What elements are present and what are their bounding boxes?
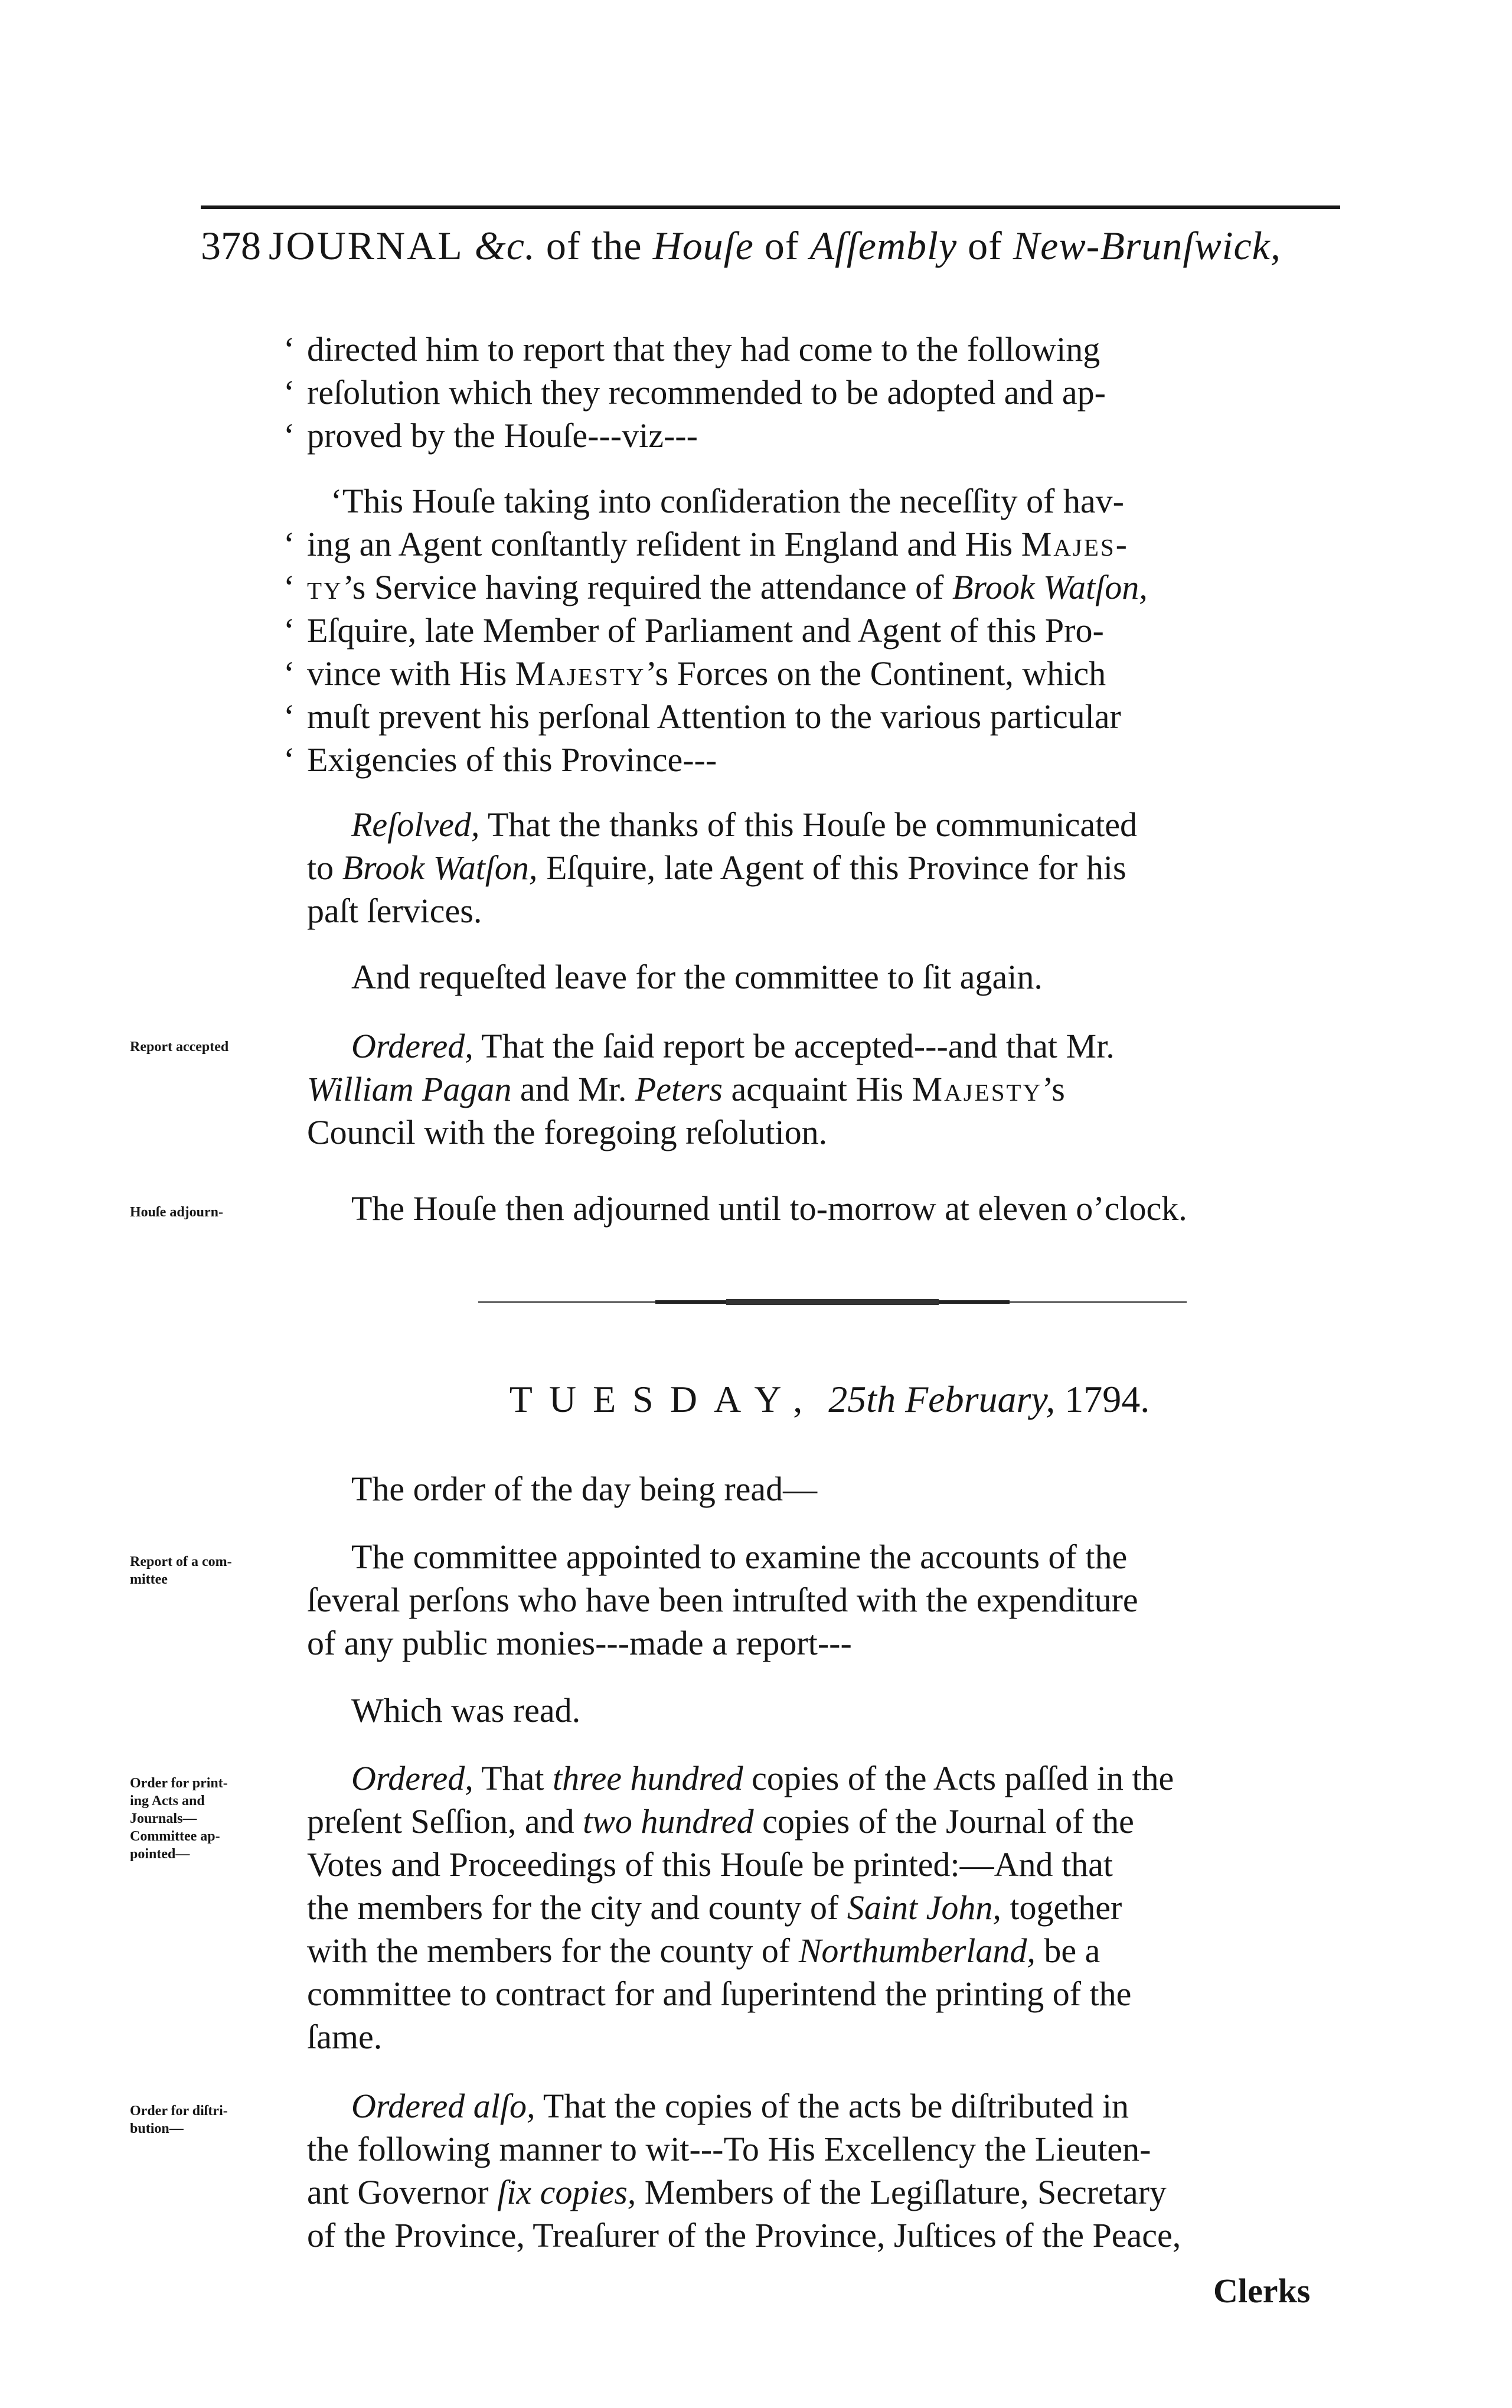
margin-note-report-committee: Report of a com- mittee [130, 1554, 232, 1587]
page-number: 378 [201, 223, 261, 268]
margin-note-order-distribution: Order for diſtri- bution— [130, 2103, 228, 2136]
ordered-distribution-paragraph: Ordered alſo, That the copies of the acts be diſtributed in the following manner to wit---To His Excellency the Lieuten- ant Governor ſix copies, Members of the Legiſlature, Secretary of the Province, Treaſurer of the Province, Juſtices of the Peace, [307, 2087, 1181, 2254]
ornamental-rule [478, 1299, 1187, 1305]
house-adjourned-paragraph: The Houſe then adjourned until to-morrow at eleven o’clock. [351, 1189, 1187, 1228]
running-title: JOURNAL &c. of the Houſe of Aſſembly of New-Brunſwick, [269, 223, 1281, 268]
quoted-continuation: ‘ directed him to report that they had come to the following ‘ reſolution which they recommended to be adopted and ap- ‘ proved by the Houſe---viz--- [283, 330, 1106, 455]
resolved-paragraph: Reſolved, That the thanks of this Houſe be communicated to Brook Watſon, Eſquire, late Agent of this Province for his paſt ſervices. [307, 805, 1137, 930]
catchword: Clerks [1213, 2272, 1311, 2310]
ordered-printing-paragraph: Ordered, That three hundred copies of the Acts paſſed in the preſent Seſſion, and two hundred copies of the Journal of the Votes and Proceedings of this Houſe be printed:—And that the members for the city and county of Saint John, together with the members for the county of Northumberland, be a committee to contract for and ſuperintend the printing of the ſame. [307, 1759, 1174, 2056]
margin-note-order-printing: Order for print- ing Acts and Journals— Committee ap- pointed— [130, 1776, 228, 1862]
running-header [201, 216, 1352, 275]
margin-note-report-accepted: Report accepted [130, 1039, 229, 1055]
header-rule [201, 205, 1340, 209]
day-heading: TUESDAY, 25th February, 1794. [509, 1378, 1150, 1420]
which-was-read-paragraph: Which was read. [351, 1691, 581, 1730]
margin-note-house-adjourn: Houſe adjourn- [130, 1205, 224, 1220]
leave-to-sit-paragraph: And requeſted leave for the committee to ſit again. [351, 958, 1043, 996]
resolution-preamble: ‘ This Houſe taking into conſideration the neceſſity of hav- ‘ ing an Agent conſtantly reſident in England and His Majes- ‘ ty’s Service having required the attendance of Brook Watſon, ‘ Eſquire, late Member of Parliament and Agent of this Pro- ‘ vince with His Majesty’s Forces on the Continent, which ‘ muſt prevent his perſonal Attention to the various particular ‘ Exigencies of this Province--- [283, 482, 1148, 779]
ordered-report-accepted: Ordered, That the ſaid report be accepted---and that Mr. William Pagan and Mr. Peters acquaint His Majesty’s Council with the foregoing reſolution. [307, 1027, 1115, 1151]
order-of-day-paragraph: The order of the day being read— [351, 1470, 818, 1508]
committee-report-paragraph: The committee appointed to examine the accounts of the ſeveral perſons who have been intruſted with the expenditure of any public monies---made a report--- [307, 1538, 1138, 1662]
